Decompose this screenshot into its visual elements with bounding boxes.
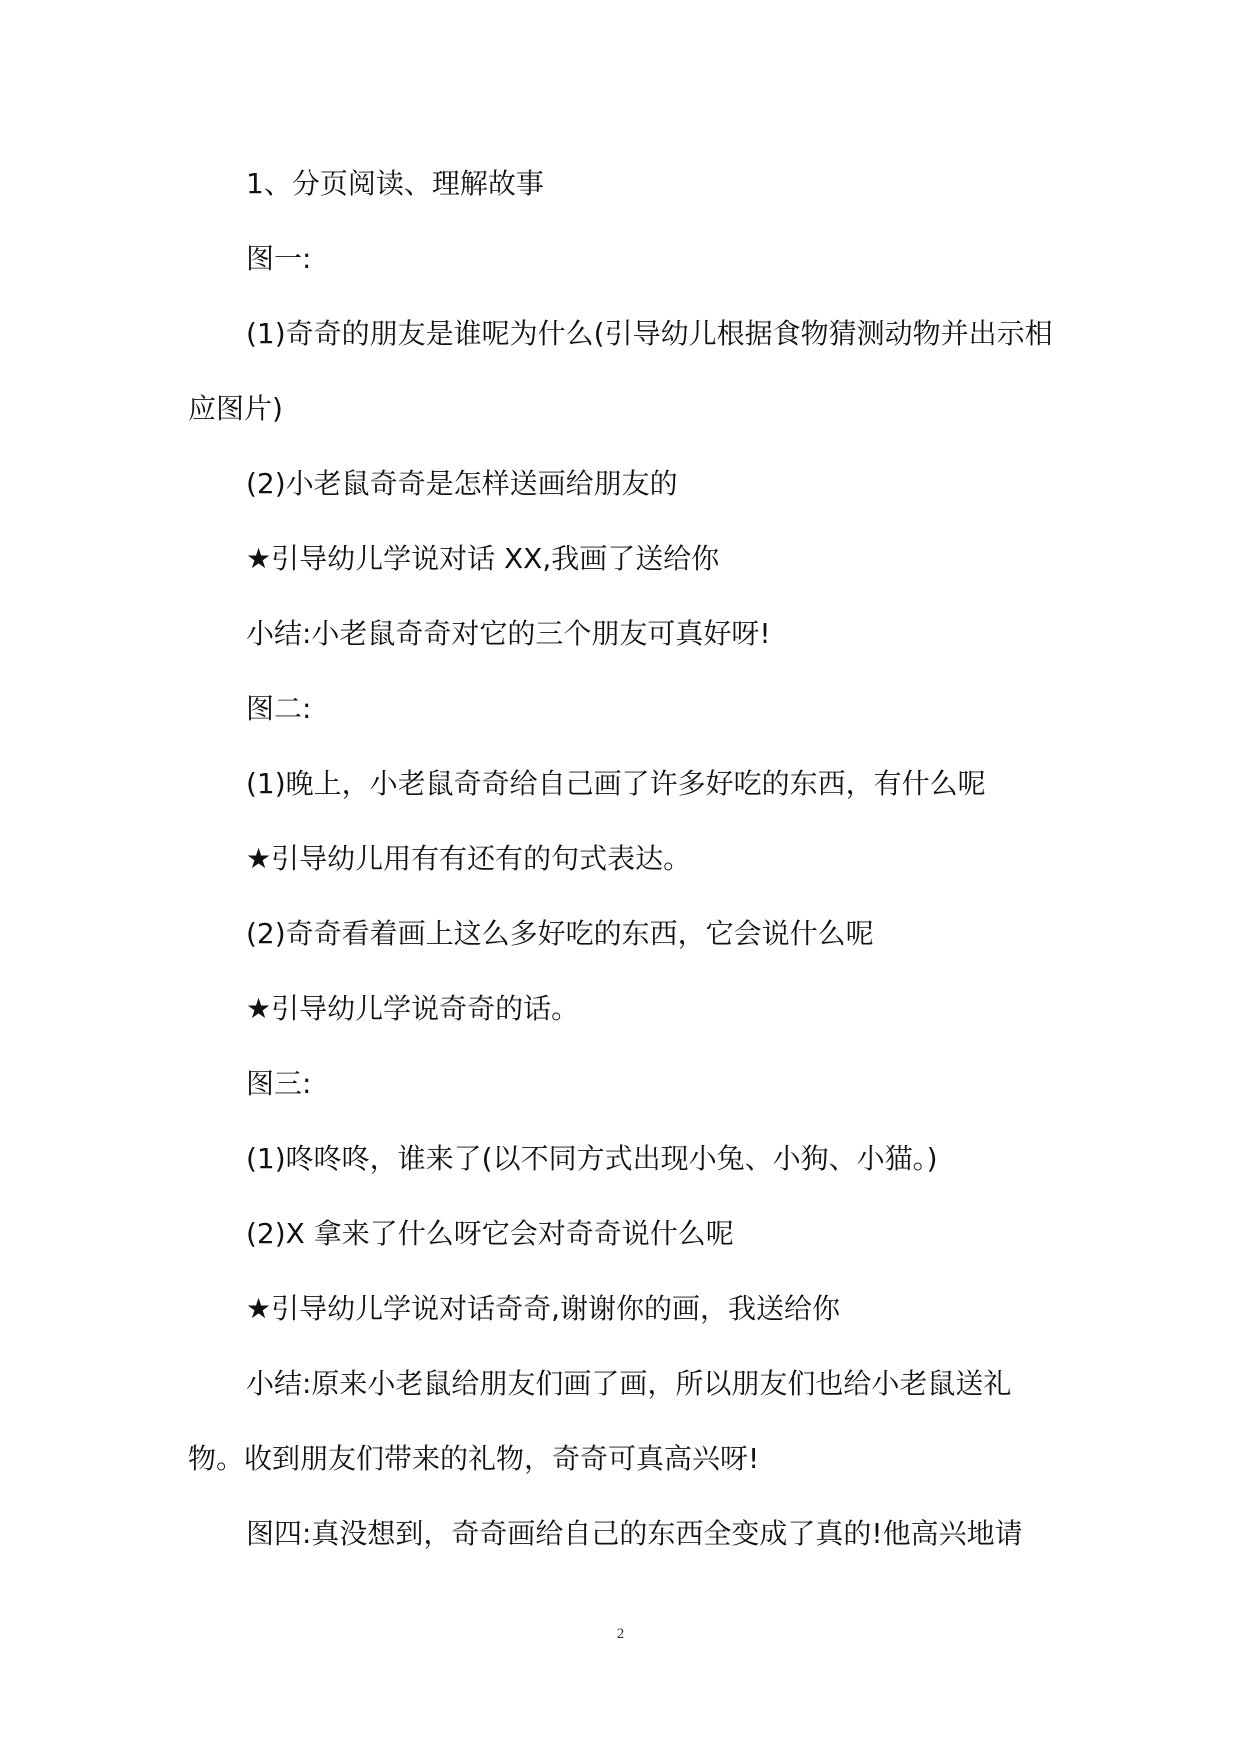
paragraph: 图二: xyxy=(246,692,312,725)
paragraph: 小结:小老鼠奇奇对它的三个朋友可真好呀! xyxy=(246,617,771,650)
paragraph: 小结:原来小老鼠给朋友们画了画，所以朋友们也给小老鼠送礼物。收到朋友们带来的礼物，奇奇可真高兴呀! xyxy=(188,1367,1012,1475)
body-text xyxy=(188,146,1056,1571)
paragraph: (2)X 拿来了什么呀它会对奇奇说什么呢 xyxy=(246,1217,734,1250)
paragraph: (1)咚咚咚，谁来了(以不同方式出现小兔、小狗、小猫。) xyxy=(246,1142,938,1175)
paragraph: ★引导幼儿学说奇奇的话。 xyxy=(246,992,580,1025)
paragraph: 1、分页阅读、理解故事 xyxy=(246,167,544,200)
paragraph: (1)晚上，小老鼠奇奇给自己画了许多好吃的东西，有什么呢 xyxy=(246,767,986,800)
paragraph: 图三: xyxy=(246,1067,312,1100)
paragraph: (1)奇奇的朋友是谁呢为什么(引导幼儿根据食物猜测动物并出示相应图片) xyxy=(188,317,1053,425)
paragraph: (2)奇奇看着画上这么多好吃的东西，它会说什么呢 xyxy=(246,917,874,950)
paragraph: ★引导幼儿学说对话奇奇,谢谢你的画，我送给你 xyxy=(246,1292,841,1325)
paragraph: 图一: xyxy=(246,242,312,275)
paragraph: (2)小老鼠奇奇是怎样送画给朋友的 xyxy=(246,467,678,500)
paragraph: 图四:真没想到，奇奇画给自己的东西全变成了真的!他高兴地请 xyxy=(246,1517,1023,1550)
paragraph: ★引导幼儿用有有还有的句式表达。 xyxy=(246,842,692,875)
page-number: 2 xyxy=(616,1626,625,1642)
paragraph: ★引导幼儿学说对话 XX,我画了送给你 xyxy=(246,542,720,575)
